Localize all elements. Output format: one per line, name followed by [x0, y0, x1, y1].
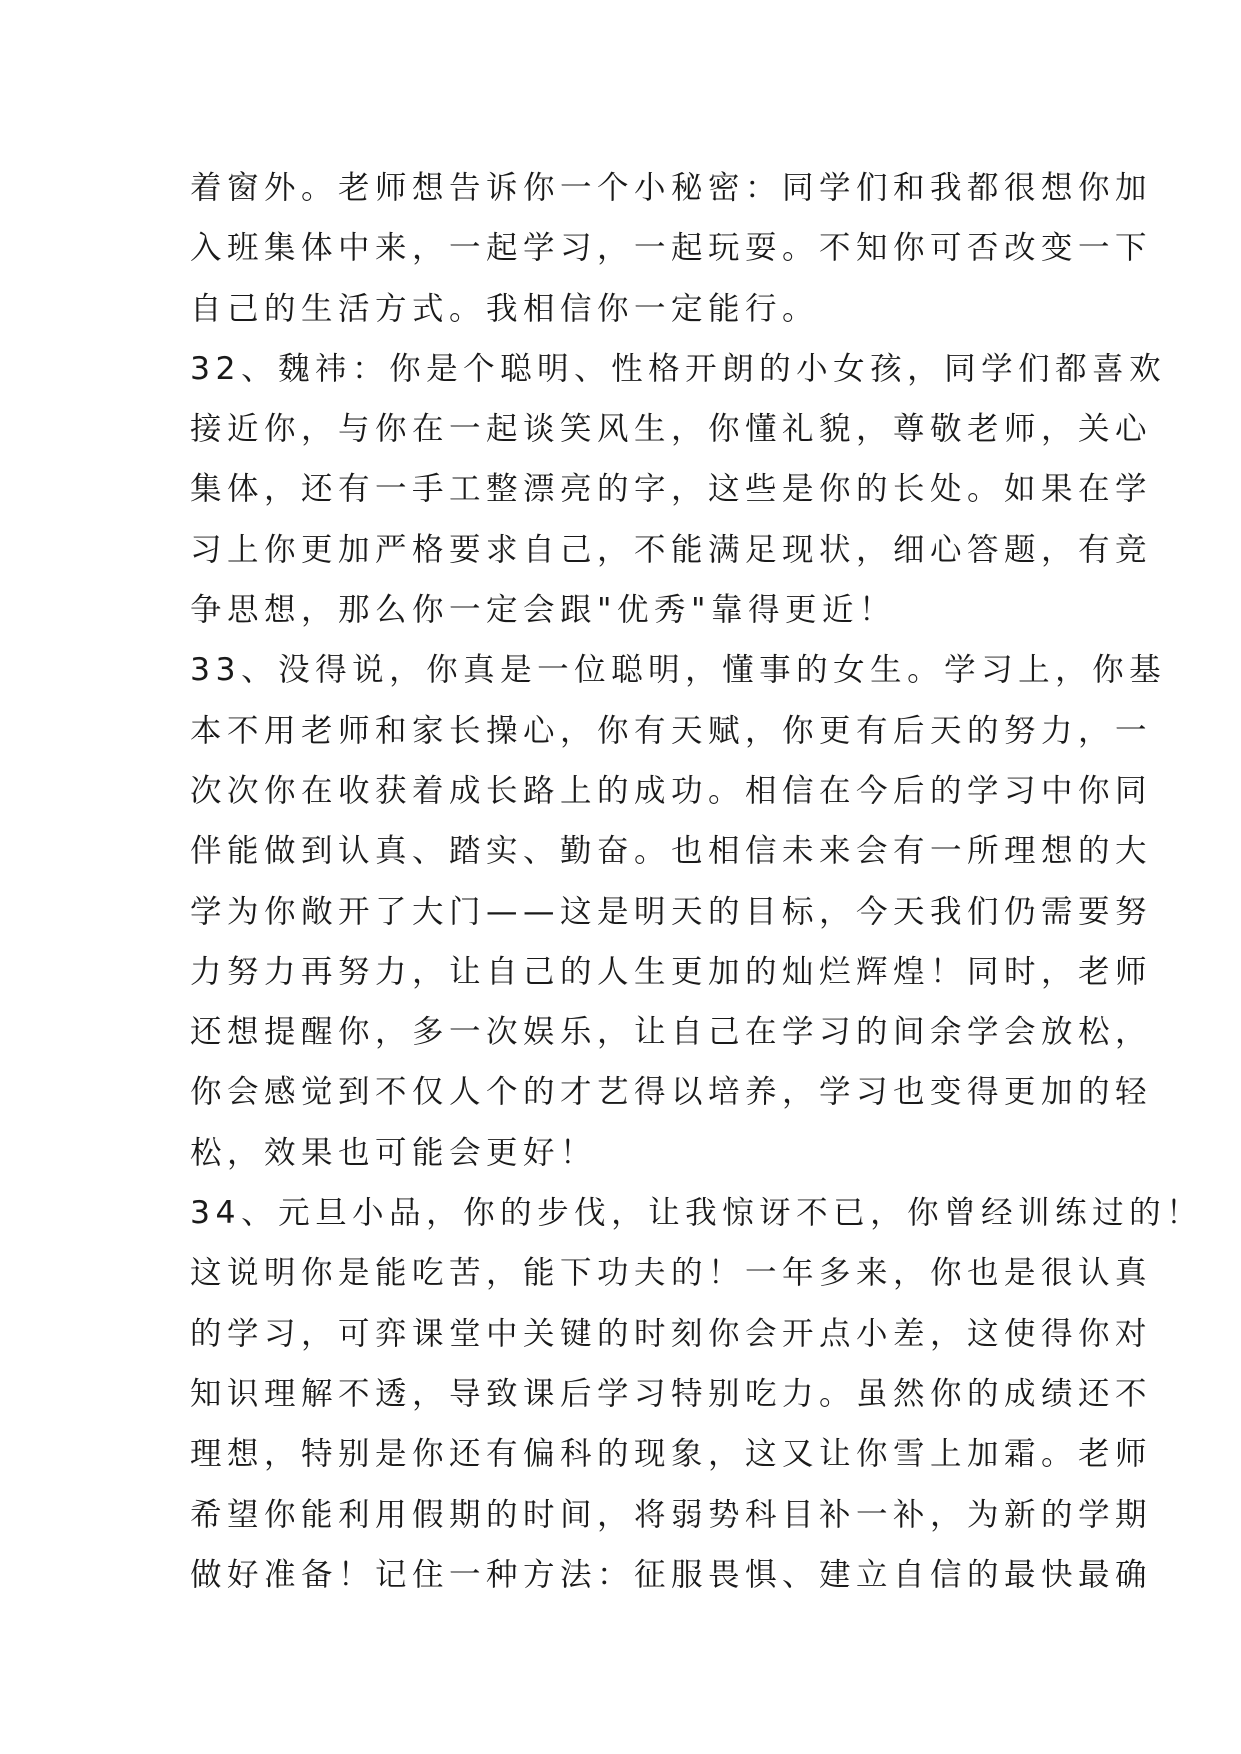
text-line: 着窗外。老师想告诉你一个小秘密：同学们和我都很想你加 [190, 170, 1153, 206]
text-line: 本不用老师和家长操心，你有天赋，你更有后天的努力，一 [190, 712, 1153, 749]
text-line: 还想提醒你，多一次娱乐，让自己在学习的间余学会放松， [190, 1014, 1153, 1051]
text-line: 你会感觉到不仅人个的才艺得以培养，学习也变得更加的轻 [190, 1074, 1153, 1111]
text-line: 的学习，可弈课堂中关键的时刻你会开点小差，这使得你对 [190, 1315, 1153, 1352]
text-line: 次次你在收获着成长路上的成功。相信在今后的学习中你同 [190, 772, 1153, 809]
text-line: 接近你，与你在一起谈笑风生，你懂礼貌，尊敬老师，关心 [190, 411, 1153, 448]
text-line: 争思想，那么你一定会跟"优秀"靠得更近！ [190, 592, 896, 629]
text-line: 33、没得说，你真是一位聪明，懂事的女生。学习上，你基 [190, 652, 1167, 689]
text-line: 松，效果也可能会更好！ [190, 1134, 598, 1171]
text-line: 伴能做到认真、踏实、勤奋。也相信未来会有一所理想的大 [190, 833, 1153, 870]
text-line: 自己的生活方式。我相信你一定能行。 [190, 290, 820, 327]
text-line: 希望你能利用假期的时间，将弱势科目补一补，为新的学期 [190, 1496, 1153, 1533]
body-text [190, 158, 1204, 1605]
text-line: 入班集体中来，一起学习，一起玩耍。不知你可否改变一下 [190, 230, 1153, 267]
text-line: 这说明你是能吃苦，能下功夫的！一年多来，你也是很认真 [190, 1255, 1153, 1292]
text-line: 做好准备！记住一种方法：征服畏惧、建立自信的最快最确 [190, 1556, 1153, 1593]
text-line: 学为你敞开了大门——这是明天的目标，今天我们仍需要努 [190, 893, 1153, 930]
text-line: 习上你更加严格要求自己，不能满足现状，细心答题，有竞 [190, 531, 1153, 568]
text-line: 知识理解不透，导致课后学习特别吃力。虽然你的成绩还不 [190, 1375, 1153, 1412]
text-line: 34、元旦小品，你的步伐，让我惊讶不已，你曾经训练过的！ [190, 1195, 1204, 1232]
text-line: 32、魏祎：你是个聪明、性格开朗的小女孩，同学们都喜欢 [190, 350, 1167, 387]
text-line: 力努力再努力，让自己的人生更加的灿烂辉煌！同时，老师 [190, 953, 1153, 990]
text-line: 理想，特别是你还有偏科的现象，这又让你雪上加霜。老师 [190, 1436, 1153, 1473]
text-line: 集体，还有一手工整漂亮的字，这些是你的长处。如果在学 [190, 471, 1153, 508]
